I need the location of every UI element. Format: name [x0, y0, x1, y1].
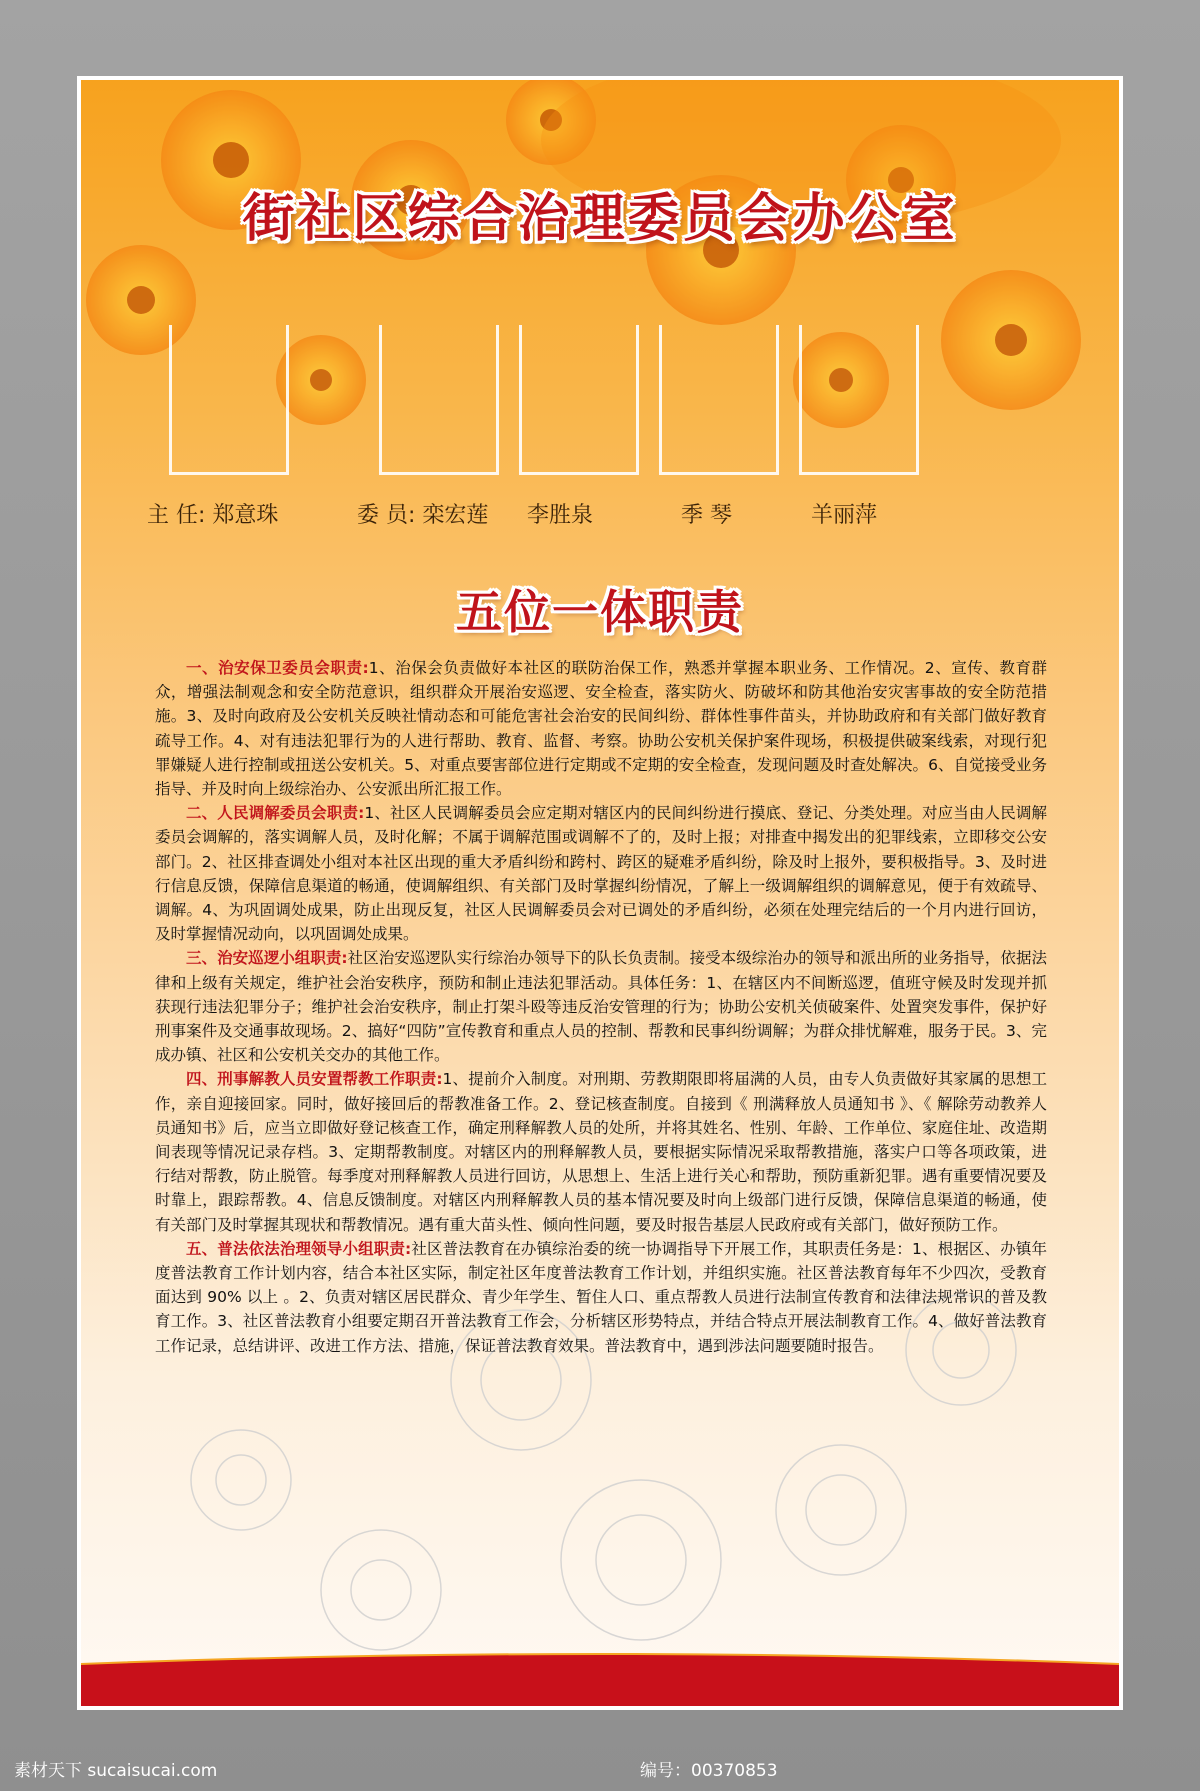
- duty-item: [155, 946, 1047, 1067]
- duty-heading: 一、治安保卫委员会职责:: [186, 659, 369, 677]
- duties-title: 五位一体职责: [456, 585, 744, 639]
- photo-frame: [659, 325, 779, 475]
- member-committee: [681, 498, 732, 529]
- member-committee: [811, 498, 877, 529]
- office-title: 街社区综合治理委员会办公室: [242, 189, 958, 249]
- duty-item: [155, 801, 1047, 946]
- duty-body: 社区普法教育在办镇综治委的统一协调指导下开展工作，其职责任务是：1、根据区、办镇年度普法教育工作计划内容，结合本社区实际，制定社区年度普法教育工作计划，并组织实施。社区普法教育每年不少四次，受教育面达到 90% 以上 。2、负责对辖区居民群众、青少年学生、暂住人口、重点帮教人员进行法制宣传教育和法律法规常识的普及教育工作。3、社区普法教育小组要定期召开普法教育工作会，分析辖区形势特点，并结合特点开展法制教育工作。4、做好普法教育工作记录，总结讲评、改进工作方法、措施，保证普法教育效果。普法教育中，遇到涉法问题要随时报告。: [155, 1239, 1047, 1355]
- duty-heading: 五、普法依法治理领导小组职责:: [186, 1239, 412, 1258]
- watermark-number: 编号：00370853: [640, 1761, 778, 1781]
- member-committee: [357, 498, 488, 529]
- duty-item: [155, 1067, 1047, 1236]
- duties-list: [155, 656, 1047, 1358]
- duty-body: 1、治保会负责做好本社区的联防治保工作，熟悉并掌握本职业务、工作情况。2、宣传、教育群众，增强法制观念和安全防范意识，组织群众开展治安巡逻、安全检查，落实防火、防破坏和防其他治安灾害事故的安全防范措施。3、及时向政府及公安机关反映社情动态和可能危害社会治安的民间纠纷、群体性事件苗头，并协助政府和有关部门做好教育疏导工作。4、对有违法犯罪行为的人进行帮助、教育、监督、考察。协助公安机关保护案件现场，积极提供破案线索，对现行犯罪嫌疑人进行控制或扭送公安机关。5、对重点要害部位进行定期或不定期的安全检查，发现问题及时查处解决。6、自觉接受业务指导、并及时向上级综治办、公安派出所汇报工作。: [155, 659, 1047, 799]
- watermark-bar: [0, 1716, 1200, 1791]
- photo-frame: [169, 325, 289, 475]
- poster-board: [77, 76, 1123, 1710]
- member-role: 委 员:: [357, 503, 416, 528]
- member-name: 李胜泉: [527, 503, 594, 528]
- member-name: 羊丽萍: [811, 503, 878, 528]
- duty-item: [155, 1237, 1047, 1358]
- member-name: 栾宏莲: [422, 503, 489, 528]
- duty-body: 1、提前介入制度。对刑期、劳教期限即将届满的人员，由专人负责做好其家属的思想工作，亲自迎接回家。同时，做好接回后的帮教准备工作。2、登记核查制度。自接到《 刑满释放人员通知书 》、《 解除劳动教养人员通知书》后，应当立即做好登记核查工作，确定刑释解教人员的处所，并将其姓名、性别、年龄、工作单位、家庭住址、改造期间表现等情况记录存档。3、定期帮教制度。对辖区内的刑释解教人员，要根据实际情况采取帮教措施，落实户口等各项政策，进行结对帮教，防止脱管。每季度对刑释解教人员进行回访，从思想上、生活上进行关心和帮助，预防重新犯罪。遇有重要情况要及时靠上，跟踪帮教。4、信息反馈制度。对辖区内刑释解教人员的基本情况要及时向上级部门进行反馈，保障信息渠道的畅通，使有关部门及时掌握其现状和帮教情况。遇有重大苗头性、倾向性问题，要及时报告基层人民政府或有关部门，做好预防工作。: [155, 1070, 1047, 1234]
- watermark-site: 素材天下 sucaisucai.com: [14, 1761, 218, 1781]
- member-role: 主 任:: [147, 503, 206, 528]
- red-wave-footer: [81, 1646, 1119, 1706]
- member-name: 郑意珠: [212, 503, 279, 528]
- duty-heading: 二、人民调解委员会职责:: [186, 804, 365, 823]
- duty-heading: 四、刑事解教人员安置帮教工作职责:: [186, 1070, 443, 1089]
- photo-frame: [799, 325, 919, 475]
- photo-frame: [519, 325, 639, 475]
- duty-item: [155, 656, 1047, 801]
- member-director: [147, 498, 278, 529]
- member-committee: [527, 498, 593, 529]
- member-name: 季 琴: [681, 503, 732, 528]
- photo-frame: [379, 325, 499, 475]
- duty-body: 社区治安巡逻队实行综治办领导下的队长负责制。接受本级综治办的领导和派出所的业务指导，依据法律和上级有关规定，维护社会治安秩序，预防和制止违法犯罪活动。具体任务：1、在辖区内不间断巡逻，值班守候及时发现并抓获现行违法犯罪分子；维护社会治安秩序，制止打架斗殴等违反治安管理的行为；协助公安机关侦破案件、处置突发事件，保护好刑事案件及交通事故现场。2、搞好“四防”宣传教育和重点人员的控制、帮教和民事纠纷调解；为群众排忧解难，服务于民。3、完成办镇、社区和公安机关交办的其他工作。: [155, 949, 1047, 1065]
- duty-heading: 三、治安巡逻小组职责:: [186, 949, 348, 968]
- poster-panel: [81, 80, 1119, 1706]
- duty-body: 1、社区人民调解委员会应定期对辖区内的民间纠纷进行摸底、登记、分类处理。对应当由人民调解委员会调解的，落实调解人员，及时化解；不属于调解范围或调解不了的，及时上报；对排查中揭发出的犯罪线索，立即移交公安部门。2、社区排查调处小组对本社区出现的重大矛盾纠纷和跨村、跨区的疑难矛盾纠纷，除及时上报外，要积极指导。3、及时进行信息反馈，保障信息渠道的畅通，使调解组织、有关部门及时掌握纠纷情况，了解上一级调解组织的调解意见，便于有效疏导、调解。4、为巩固调处成果，防止出现反复，社区人民调解委员会对已调处的矛盾纠纷，必须在处理完结后的一个月内进行回访，及时掌握情况动向，以巩固调处成果。: [155, 804, 1048, 944]
